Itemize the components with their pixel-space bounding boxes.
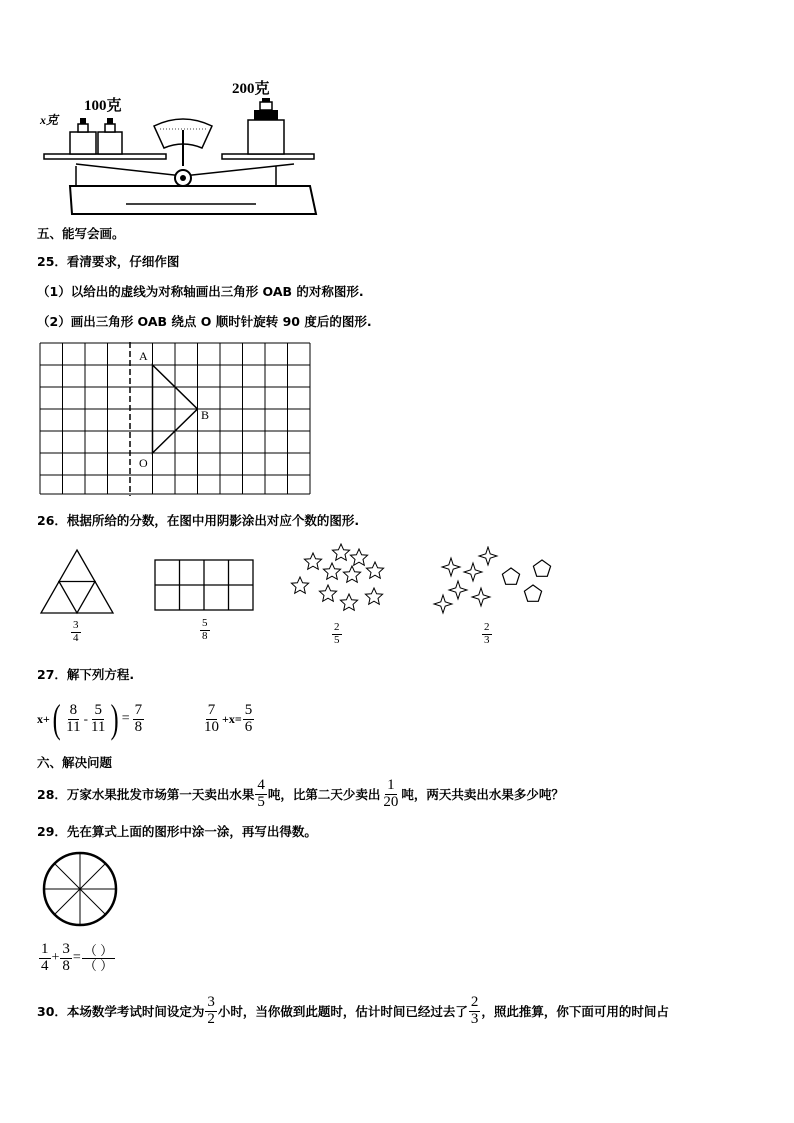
point-o-label: O — [139, 456, 148, 470]
q27-title: 27．解下列方程. — [37, 667, 135, 682]
q26-fraction-2-5: $\frac{2}{5}$ — [334, 621, 340, 646]
q30-text: 30．本场数学考试时间设定为 $\frac{3}{2}$ 小时，当你做到此题时，估计时间已经过去了 $\frac{2}{3}$ ，照此推算，你下面可用的时间占 — [37, 993, 669, 1027]
q29-title: 29．先在算式上面的图形中涂一涂，再写出得数。 — [37, 824, 317, 839]
q26-fraction-2-3: $\frac{2}{3}$ — [484, 621, 490, 646]
point-a-label: A — [139, 349, 148, 363]
q25-title: 25．看清要求，仔细作图 — [37, 254, 180, 269]
scale-right-label: 200克 — [232, 81, 270, 97]
q26-fraction-5-8: $\frac{5}{8}$ — [202, 617, 208, 642]
q26-fraction-3-4: $\frac{3}{4}$ — [73, 619, 79, 644]
q25-grid — [38, 342, 313, 497]
section-6-heading: 六、解决问题 — [37, 755, 113, 770]
q25-part1: （1）以给出的虚线为对称轴画出三角形 OAB 的对称图形. — [37, 284, 364, 299]
scale-left-label: x克 — [40, 113, 59, 127]
q27-equation-1: x+ ( $\frac{8}{11}$ - $\frac{5}{11}$ ) = $\frac{7}{8}$ — [37, 696, 143, 741]
q26-title: 26．根据所给的分数，在图中用阴影涂出对应个数的图形. — [37, 513, 360, 528]
q26-stars-figure — [288, 543, 388, 615]
q26-rectangle-figure — [154, 559, 254, 611]
q27-equation-2: $\frac{7}{10}$ +x= $\frac{5}{6}$ — [204, 701, 253, 735]
q29-answer-blank-den[interactable]: （ ） — [83, 957, 114, 973]
q29-circle-figure — [40, 850, 120, 928]
scale-middle-label: 100克 — [84, 98, 122, 114]
q25-part2: （2）画出三角形 OAB 绕点 O 顺时针旋转 90 度后的图形. — [37, 314, 372, 329]
point-b-label: B — [201, 408, 210, 422]
balance-scale-figure — [36, 74, 326, 219]
q26-triangle-figure — [38, 548, 116, 616]
q29-expression: $\frac{1}{4}$ + $\frac{3}{8}$ = $\frac{( )}{( )}$ — [41, 940, 114, 974]
section-5-heading: 五、能写会画。 — [37, 226, 125, 241]
q29-answer-blank-num[interactable]: （ ） — [83, 942, 114, 958]
q26-stars-pentagons-figure — [432, 546, 558, 618]
q28-text: 28．万家水果批发市场第一天卖出水果 $\frac{4}{5}$ 吨，比第二天少卖出 $\frac{1}{20}$ 吨，两天共卖出水果多少吨？ — [37, 776, 564, 810]
